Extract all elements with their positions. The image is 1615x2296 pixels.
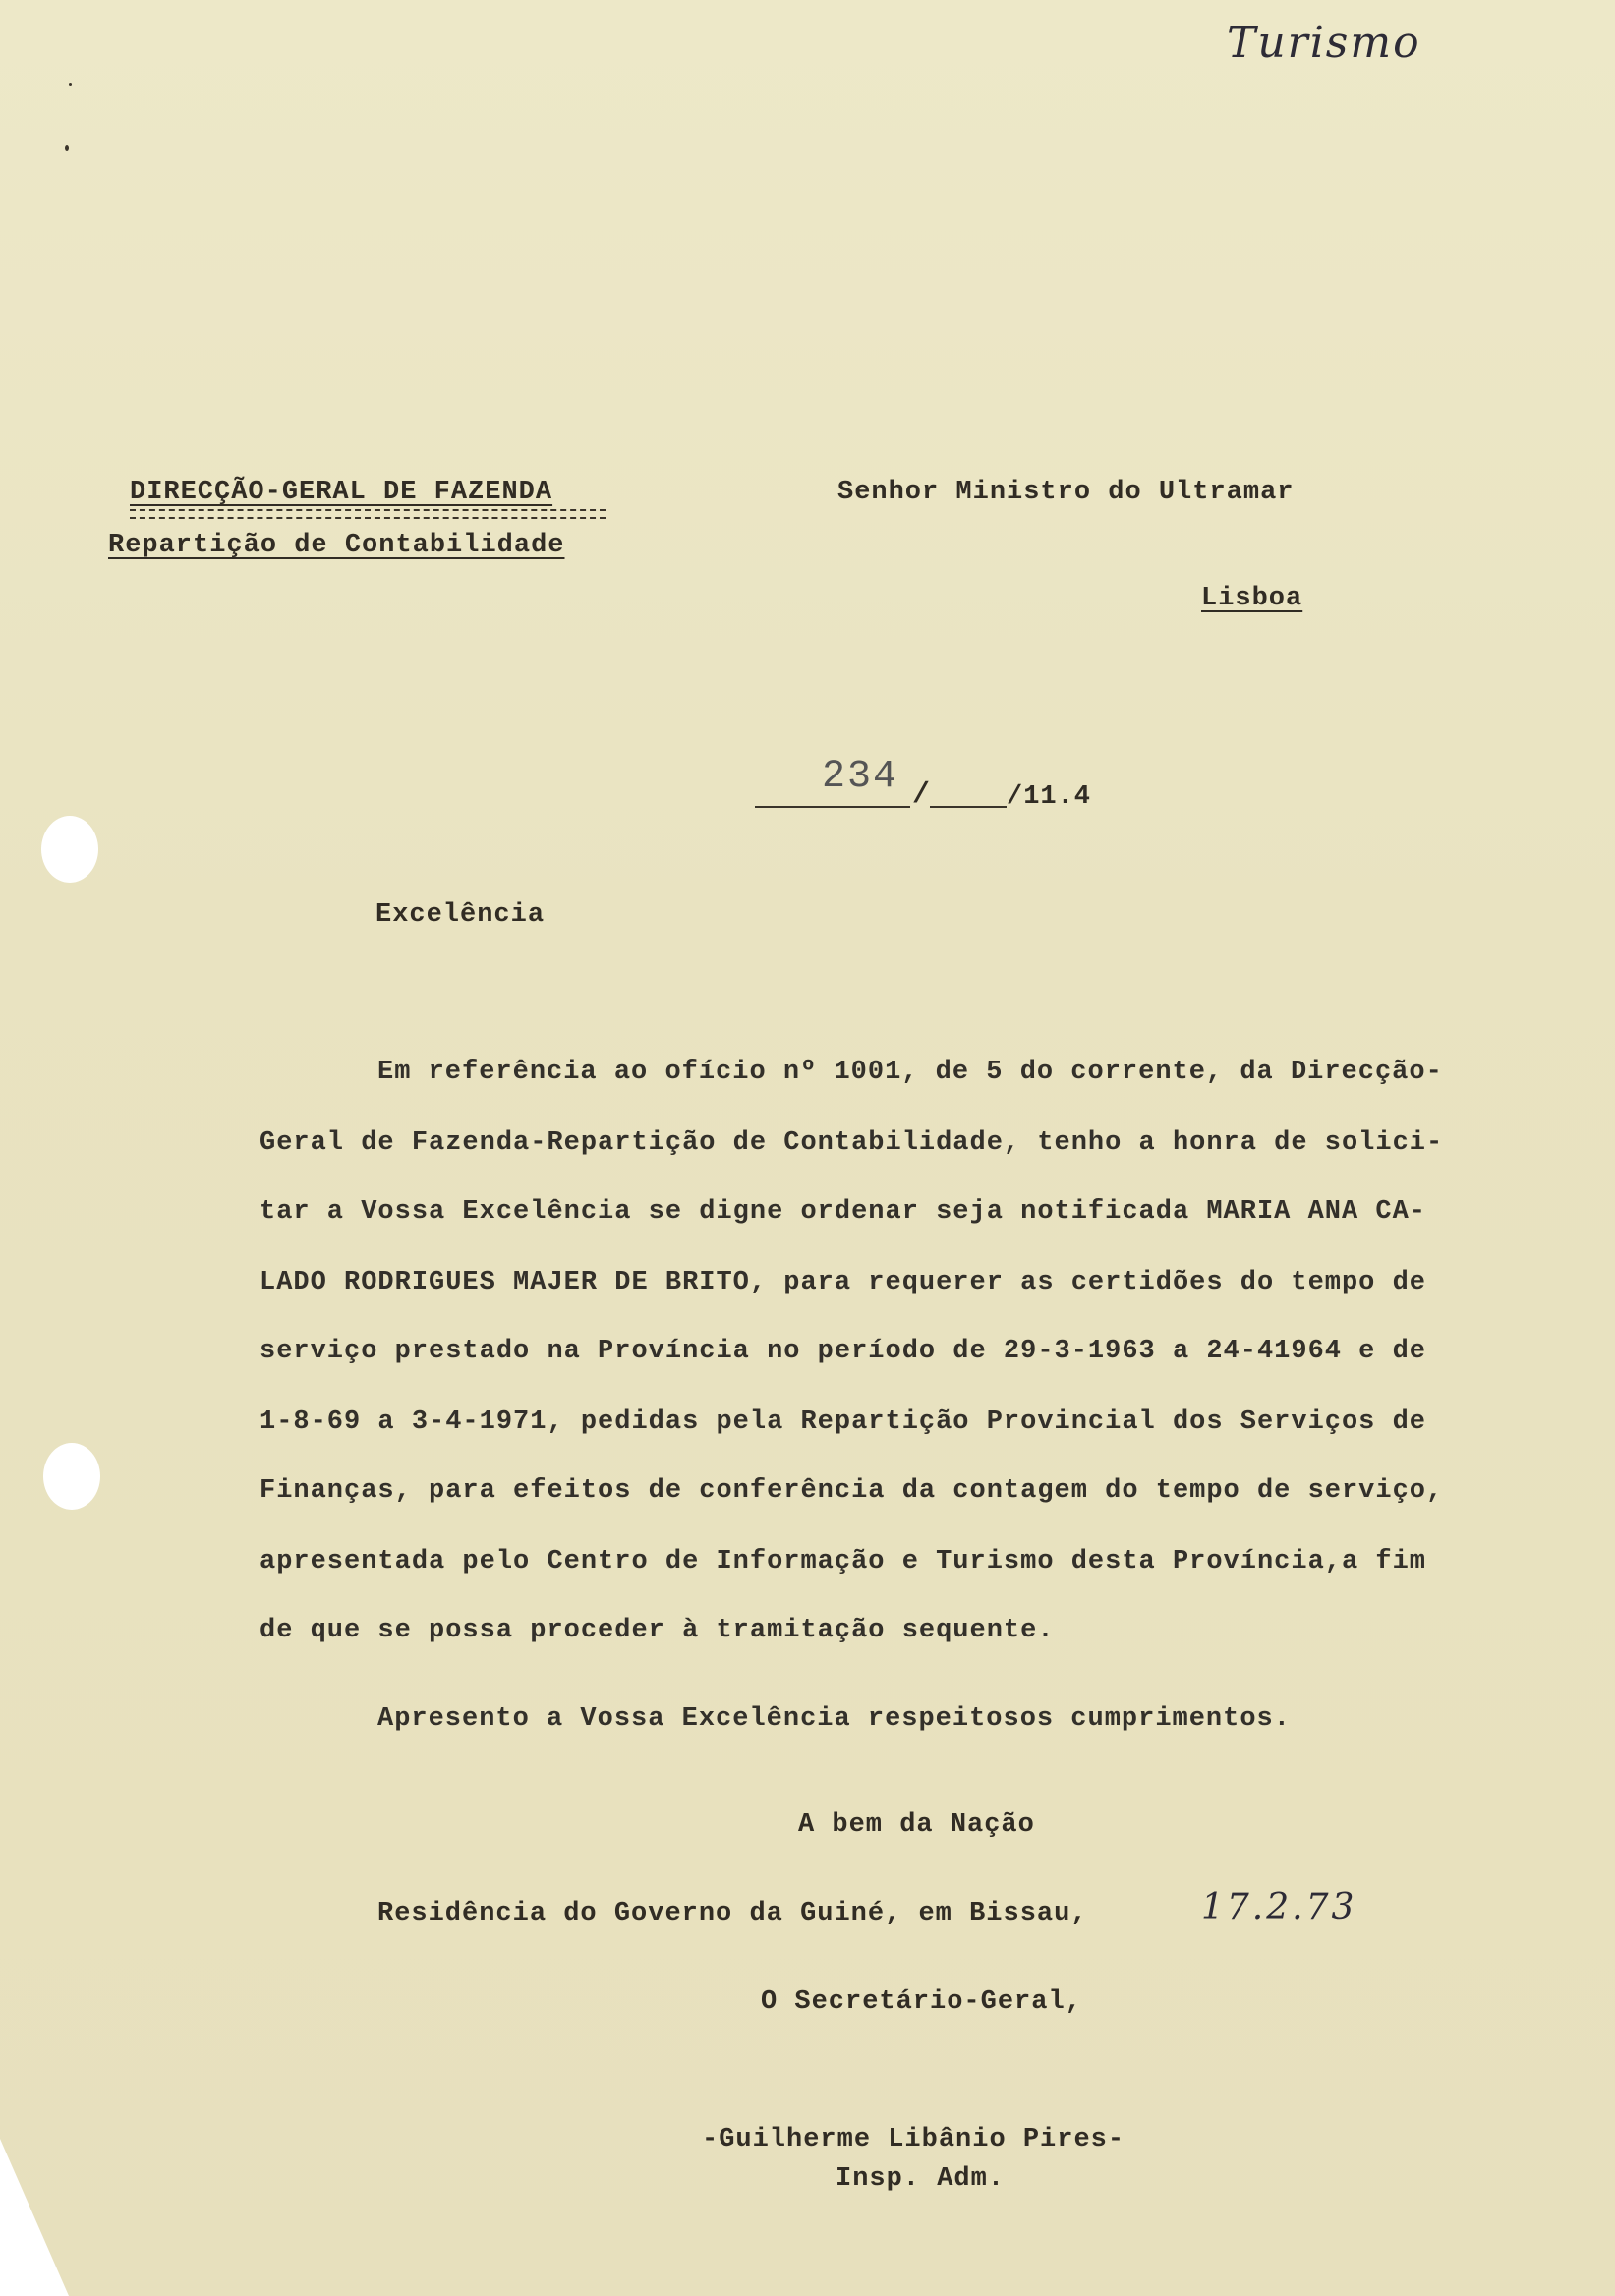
heading-double-rule [130,509,606,519]
salutation: Excelência [375,900,546,930]
body-line: de que se possa proceder à tramitação sequente. [260,1616,1055,1645]
punch-hole-bottom [43,1443,100,1510]
ink-speck [69,83,72,86]
reference-blank-line [930,806,1007,808]
department-heading: DIRECÇÃO-GERAL DE FAZENDA [130,478,553,507]
punch-hole-top [41,816,98,883]
folded-corner [0,2139,69,2296]
motto: A bem da Nação [798,1810,1035,1840]
reference-separator: / [912,778,932,812]
signatory-role: Insp. Adm. [836,2164,1006,2194]
body-line: 1-8-69 a 3-4-1971, pedidas pela Repartição Provincial dos Serviços de [260,1407,1426,1437]
signatory-title: O Secretário-Geral, [761,1987,1082,2017]
body-line: Finanças, para efeitos de conferência da contagem do tempo de serviço, [260,1476,1444,1506]
closing-line: Apresento a Vossa Excelência respeitosos cumprimentos. [377,1704,1291,1734]
reference-number-line [755,806,910,808]
addressee-city: Lisboa [1201,584,1303,613]
body-line: Geral de Fazenda-Repartição de Contabilidade, tenho a honra de solici- [260,1128,1444,1158]
handwritten-note: Turismo [1227,18,1421,68]
section-heading: Repartição de Contabilidade [108,531,565,560]
reference-number: 234 [822,755,899,799]
signatory-name: -Guilherme Libânio Pires- [702,2125,1125,2154]
body-line: tar a Vossa Excelência se digne ordenar seja notificada MARIA ANA CA- [260,1197,1426,1227]
reference-suffix: /11.4 [1007,782,1092,812]
body-line: serviço prestado na Província no período de 29-3-1963 a 24-41964 e de [260,1337,1426,1366]
handwritten-date: 17.2.73 [1201,1887,1357,1927]
addressee: Senhor Ministro do Ultramar [837,478,1295,507]
place-line: Residência do Governo da Guiné, em Bissau, [377,1899,1088,1928]
ink-speck [65,145,69,151]
body-line: apresentada pelo Centro de Informação e Turismo desta Província,a fim [260,1547,1426,1577]
body-line: LADO RODRIGUES MAJER DE BRITO, para requerer as certidões do tempo de [260,1268,1426,1297]
body-line: Em referência ao ofício nº 1001, de 5 do corrente, da Direcção- [377,1058,1443,1087]
